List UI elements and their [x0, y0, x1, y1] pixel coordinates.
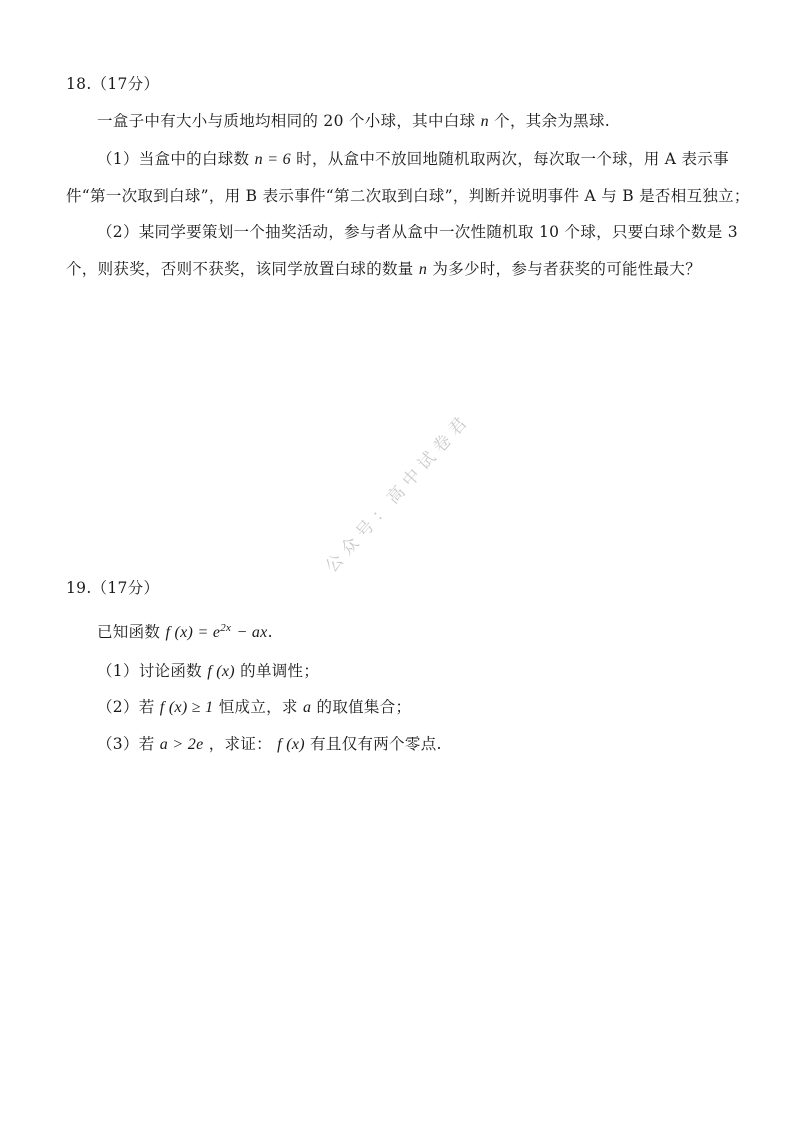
q19-part1-fx: f (x) [207, 663, 235, 680]
q19-header: 19.（17分） [66, 579, 160, 597]
q19-intro-exponent: 2x [220, 622, 232, 634]
q19-part3 [97, 733, 442, 756]
q19-intro-tail: − ax [236, 624, 268, 641]
q18-part1-line2: 件“第一次取到白球”，用 B 表示事件“第二次取到白球”，判断并说明事件 A 与 B 是否相互独立； [66, 187, 750, 205]
q19-intro-end: . [267, 623, 273, 641]
q19-part1 [97, 660, 319, 683]
q18-intro [97, 110, 610, 133]
q18-part1-text-a: （1）当盒中的白球数 [97, 150, 250, 168]
q18-intro-text-a: 一盒子中有大小与质地均相同的 20 个小球，其中白球 [97, 112, 476, 130]
q19-intro-fx: f (x) = e [165, 624, 221, 641]
q18-header: 18.（17分） [66, 75, 160, 93]
q18-intro-text-b: 个，其余为黑球. [494, 112, 610, 130]
q18-part2-text-b: 个，则获奖，否则不获奖，该同学放置白球的数量 [66, 260, 414, 278]
q19-part3-text-b: ，求证： [208, 735, 272, 753]
q19-part2-text-a: （2）若 [97, 698, 155, 716]
q19-intro-text-a: 已知函数 [97, 623, 161, 641]
q19-part3-text-a: （3）若 [97, 735, 155, 753]
q19-part3-math: a > 2e [159, 736, 204, 753]
q19-part2-text-b: 恒成立，求 [218, 698, 298, 716]
q18-part1-math: n = 6 [254, 151, 291, 168]
q18-part2-text-c: 为多少时，参与者获奖的可能性最大？ [432, 260, 701, 278]
q18-part2-n: n [418, 261, 428, 278]
q19-intro [97, 617, 273, 644]
q18-part1-line1 [97, 148, 729, 171]
q19-part3-fx: f (x) [277, 736, 305, 753]
watermark: 公众号：高中试卷君 [321, 409, 476, 577]
q18-intro-n: n [480, 113, 489, 130]
q19-part2-text-c: 的取值集合； [316, 698, 412, 716]
q18-part2-line2 [66, 258, 701, 281]
q18-part1-text-b: 时，从盒中不放回地随机取两次，每次取一个球，用 A 表示事 [296, 150, 729, 168]
q18-part2-line1: （2）某同学要策划一个抽奖活动，参与者从盒中一次性随机取 10 个球，只要白球个数是 3 [97, 223, 738, 241]
q19-part3-text-c: 有且仅有两个零点. [310, 735, 442, 753]
q19-part1-text-b: 的单调性； [240, 662, 320, 680]
q19-part2 [97, 696, 411, 719]
q19-part2-a-var: a [302, 699, 312, 716]
q19-part1-text-a: （1）讨论函数 [97, 662, 202, 680]
q19-part2-math: f (x) ≥ 1 [159, 699, 214, 716]
